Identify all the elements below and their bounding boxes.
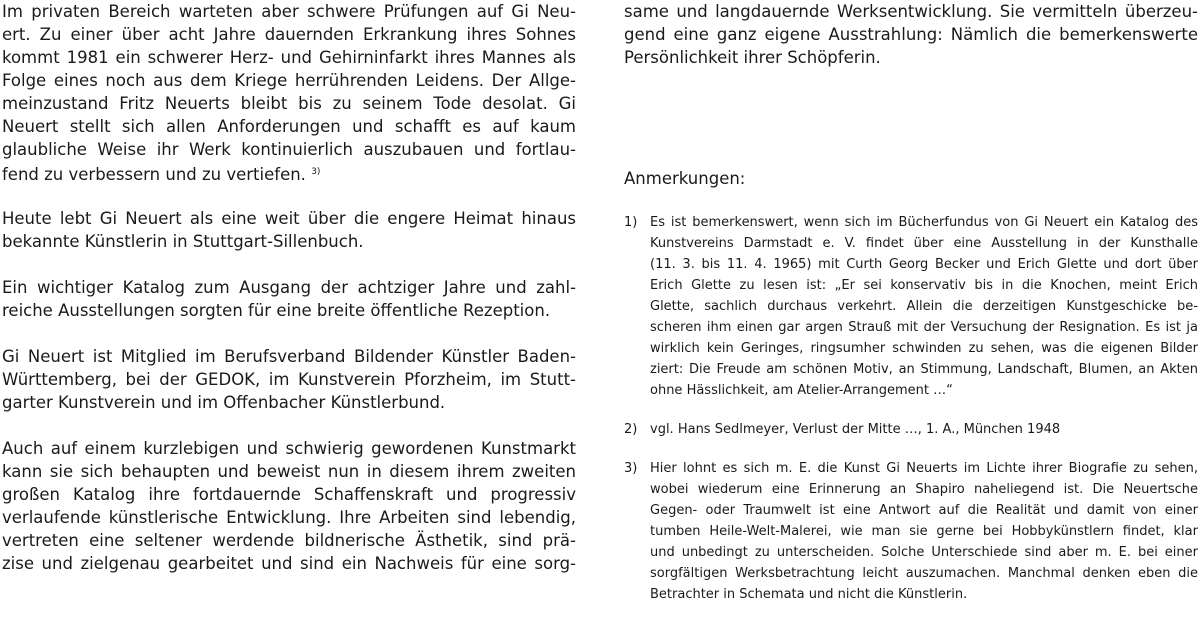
footnote-reference: 3) [311,167,321,177]
footnote-number: 3) [624,461,638,476]
footnote-line: Betrachter in Schemata und nicht die Künstlerin. [650,587,968,602]
footnote-line: wirklich kein Geringes, ringsumher schwinden zu sehen, was die eigenen Bilder [650,341,1198,356]
paragraph-hardships [2,0,576,184]
footnote-2 [624,419,1198,440]
text-line-last [2,161,576,184]
text-line: Ein wichtiger Katalog zum Ausgang der achtziger Jahre und zahl- [2,278,576,297]
text-line: Im privaten Bereich warteten aber schwere Prüfungen auf Gi Neu- [2,2,576,21]
footnote-body [650,458,1198,605]
footnote-line: Kunstvereins Darmstadt e. V. findet über eine Ausstellung in der Kunsthalle [650,236,1198,251]
text-line: Württemberg, bei der GEDOK, im Kunstverein Pforzheim, im Stutt- [2,370,576,389]
text-line: ert. Zu einer über acht Jahre dauernden Erkrankung ihres Sohnes [2,25,576,44]
footnote-line: Hier lohnt es sich m. E. die Kunst Gi Neuerts im Lichte ihrer Biografie zu sehen, [650,461,1198,476]
footnote-line: tumben Heile-Welt-Malerei, wie man sie gerne bei Hobbykünstlern findet, klar [650,524,1198,539]
text-line: meinzustand Fritz Neuerts bleibt bis zu seinem Tode desolat. Gi [2,94,576,113]
text-line: Heute lebt Gi Neuert als eine weit über die engere Heimat hinaus [2,209,576,228]
footnote-line: vgl. Hans Sedlmeyer, Verlust der Mitte …, 1. A., München 1948 [650,422,1061,437]
paragraph-gap [2,253,576,276]
paragraph-residence [2,207,576,253]
text-line: Neuert stellt sich allen Anforderungen und schafft es auf kaum [2,117,576,136]
text-line: Persönlichkeit ihrer Schöpferin. [624,48,881,67]
paragraph-gap [2,184,576,207]
text-line: großen Katalog ihre fortdauernde Schaffenskraft und progressiv [2,485,576,504]
footnote-3 [624,458,1198,605]
footnote-line: Gegen- oder Traumwelt ist eine Antwort auf die Realität und damit von einer [650,503,1198,518]
notes-heading: Anmerkungen: [624,169,746,188]
left-column [2,0,576,575]
right-column [624,0,1198,618]
text-line: vertreten eine seltener werdende bildnerische Ästhetik, sind prä- [2,531,576,550]
paragraph-gap [2,414,576,437]
text-line: same und langdauernde Werksentwicklung. Sie vermitteln überzeu- [624,2,1198,21]
footnote-line: scheren ihm einen gar argen Strauß mit der Versuchung der Resignation. Es ist ja [650,320,1198,335]
text-line: glaubliche Weise ihr Werk kontinuierlich auszubauen und fortlau- [2,140,576,159]
paragraph-catalog [2,276,576,322]
footnote-line: ziert: Die Freude am schönen Motiv, an Stimmung, Landschaft, Blumen, an Akten [650,362,1198,377]
text-line: Auch auf einem kurzlebigen und schwierig gewordenen Kunstmarkt [2,439,576,458]
text-line: gend eine ganz eigene Ausstrahlung: Nämlich die bemerkenswerte [624,25,1198,44]
paragraph-memberships [2,345,576,414]
text-line: kann sie sich behaupten und beweist nun in diesem ihrem zweiten [2,462,576,481]
footnote-line: wobei wiederum eine Erinnerung an Shapiro naheliegend ist. Die Neuertsche [650,482,1198,497]
footnote-line: Erich Glette zu lesen ist: „Er sei konservativ bis in die Knochen, meint Erich [650,278,1198,293]
footnote-number: 2) [624,422,638,437]
text-line: Folge eines noch aus dem Kriege herrührenden Leidens. Der Allge- [2,71,576,90]
text-line: verlaufende künstlerische Entwicklung. Ihre Arbeiten sind lebendig, [2,508,576,527]
footnote-number: 1) [624,215,638,230]
paragraph-art-market [2,437,576,575]
text-line: Gi Neuert ist Mitglied im Berufsverband Bildender Künstler Baden- [2,347,576,366]
text-line: kommt 1981 ein schwerer Herz- und Gehirninfarkt ihres Mannes als [2,48,576,67]
footnote-line: Es ist bemerkenswert, wenn sich im Bücherfundus von Gi Neuert ein Katalog des [650,215,1198,230]
footnote-1 [624,212,1198,401]
text-line: reiche Ausstellungen sorgten für eine breite öffentliche Rezeption. [2,301,551,320]
footnote-line: sorgfältigen Werksbetrachtung leicht auszumachen. Manchmal denken eben die [650,566,1198,581]
footnote-line: ohne Hässlichkeit, am Atelier-Arrangement …“ [650,383,953,398]
text-line: fend zu verbessern und zu vertiefen. [2,165,306,184]
paragraph-continuation [624,0,1198,69]
footnote-line: (11. 3. bis 11. 4. 1965) mit Curth Georg Becker und Erich Glette und dort über [650,257,1198,272]
text-line: bekannte Künstlerin in Stuttgart-Sillenbuch. [2,232,364,251]
text-line: zise und zielgenau gearbeitet und sind ein Nachweis für eine sorg- [2,554,576,573]
footnote-line: und unbedingt zu unterscheiden. Solche Unterschiede sind aber m. E. bei einer [650,545,1198,560]
footnote-line: Glette, sachlich durchaus verkehrt. Allein die derzeitigen Kunstgeschicke be- [650,299,1198,314]
footnote-body [650,212,1198,401]
footnote-body [650,419,1198,440]
text-line: garter Kunstverein und im Offenbacher Künstlerbund. [2,393,446,412]
paragraph-gap [2,322,576,345]
